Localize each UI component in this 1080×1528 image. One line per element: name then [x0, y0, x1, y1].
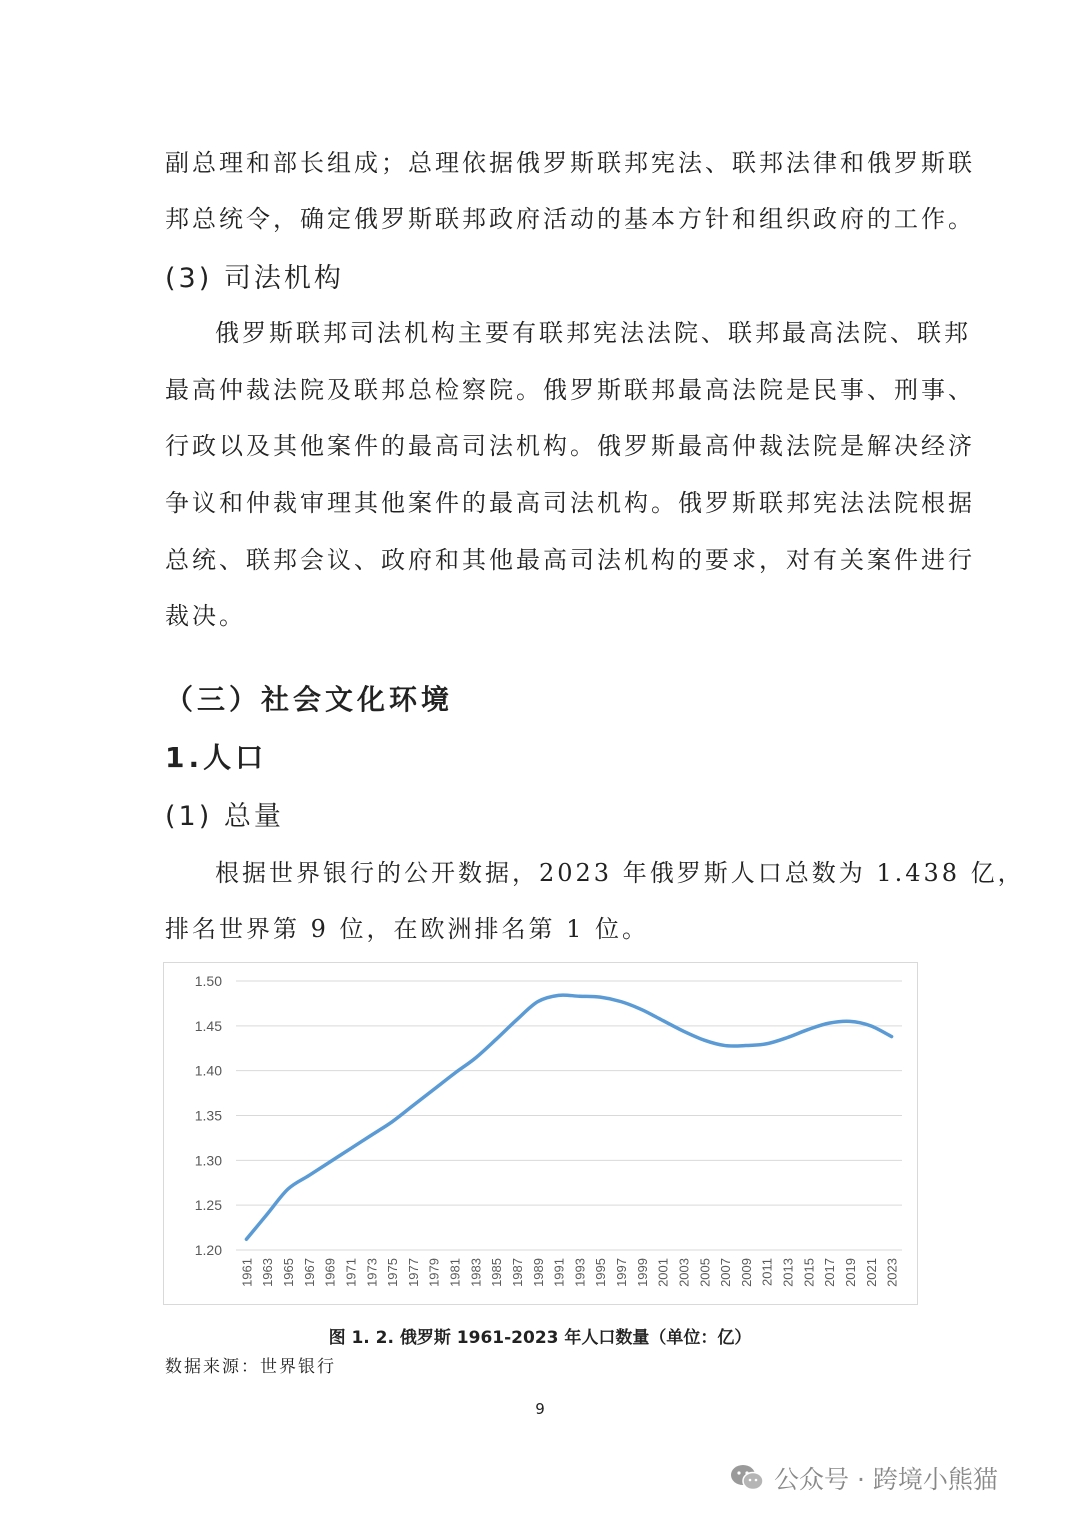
- y-tick-label: 1.35: [194, 1107, 222, 1124]
- x-tick-label: 1995: [593, 1258, 609, 1287]
- government-paragraph-line-1: 副总理和部长组成；总理依据俄罗斯联邦宪法、联邦法律和俄罗斯联: [165, 149, 975, 177]
- x-tick-label: 1989: [530, 1258, 546, 1287]
- x-tick-label: 1969: [322, 1258, 338, 1287]
- x-tick-label: 1975: [385, 1258, 401, 1287]
- y-tick-label: 1.50: [194, 973, 222, 989]
- x-tick-label: 2011: [759, 1258, 775, 1286]
- government-paragraph-line-2: 邦总统令，确定俄罗斯联邦政府活动的基本方针和组织政府的工作。: [165, 205, 975, 233]
- x-tick-label: 2015: [801, 1258, 817, 1287]
- x-tick-label: 1965: [281, 1258, 297, 1287]
- population-paragraph-line-1: 根据世界银行的公开数据，2023 年俄罗斯人口总数为 1.438 亿，: [215, 859, 1025, 887]
- population-series-line: [246, 995, 891, 1239]
- x-tick-label: 2003: [676, 1258, 692, 1287]
- x-tick-label: 2009: [738, 1258, 754, 1287]
- population-paragraph-line-2: 排名世界第 9 位，在欧洲排名第 1 位。: [165, 915, 650, 943]
- x-tick-label: 1979: [426, 1258, 442, 1287]
- x-tick-label: 2005: [697, 1258, 713, 1287]
- y-tick-label: 1.40: [194, 1062, 222, 1079]
- x-tick-label: 1983: [468, 1258, 484, 1287]
- x-tick-label: 2001: [655, 1258, 671, 1287]
- x-tick-label: 1985: [489, 1258, 505, 1287]
- population-line-chart: [164, 963, 917, 1304]
- total-heading: (1) 总量: [165, 801, 284, 832]
- judicial-paragraph-line-5: 总统、联邦会议、政府和其他最高司法机构的要求，对有关案件进行: [165, 546, 975, 574]
- judicial-paragraph-line-6: 裁决。: [165, 602, 246, 630]
- x-tick-label: 2017: [822, 1258, 838, 1287]
- judicial-paragraph-line-4: 争议和仲裁审理其他案件的最高司法机构。俄罗斯联邦宪法法院根据: [165, 489, 975, 517]
- judicial-paragraph-line-1: 俄罗斯联邦司法机构主要有联邦宪法法院、联邦最高法院、联邦: [215, 319, 971, 347]
- x-tick-label: 1997: [614, 1258, 630, 1287]
- section-heading: （三）社会文化环境: [165, 683, 454, 716]
- population-chart-frame: [163, 962, 918, 1305]
- x-tick-label: 2023: [884, 1258, 900, 1287]
- x-tick-label: 1987: [509, 1258, 525, 1287]
- figure-caption: 图 1. 2. 俄罗斯 1961-2023 年人口数量（单位：亿）: [328, 1328, 752, 1348]
- x-tick-label: 1999: [634, 1258, 650, 1287]
- watermark-text: 公众号 · 跨境小熊猫: [774, 1465, 998, 1494]
- x-tick-label: 1961: [239, 1258, 255, 1287]
- x-tick-label: 1993: [572, 1258, 588, 1287]
- page-number: 9: [535, 1400, 545, 1418]
- x-tick-label: 1971: [343, 1258, 359, 1287]
- x-tick-label: 2013: [780, 1258, 796, 1287]
- judicial-paragraph-line-2: 最高仲裁法院及联邦总检察院。俄罗斯联邦最高法院是民事、刑事、: [165, 376, 975, 404]
- x-tick-label: 2021: [863, 1258, 879, 1287]
- judicial-paragraph-line-3: 行政以及其他案件的最高司法机构。俄罗斯最高仲裁法院是解决经济: [165, 432, 975, 460]
- population-heading: 1.人口: [165, 741, 268, 774]
- x-tick-label: 1967: [301, 1258, 317, 1287]
- x-tick-label: 2019: [842, 1258, 858, 1287]
- watermark: [730, 1460, 998, 1496]
- judicial-heading: (3) 司法机构: [165, 263, 344, 294]
- wechat-icon: [730, 1464, 764, 1492]
- x-tick-label: 1977: [405, 1258, 421, 1287]
- y-tick-label: 1.20: [194, 1242, 222, 1258]
- x-tick-label: 1963: [260, 1258, 276, 1287]
- x-tick-label: 1981: [447, 1258, 463, 1287]
- y-tick-label: 1.45: [194, 1017, 222, 1034]
- x-tick-label: 1991: [551, 1258, 567, 1287]
- x-tick-label: 1973: [364, 1258, 380, 1287]
- y-tick-label: 1.25: [194, 1197, 222, 1214]
- data-source: 数据来源：世界银行: [165, 1357, 336, 1377]
- x-tick-label: 2007: [718, 1258, 734, 1287]
- y-tick-label: 1.30: [194, 1152, 222, 1169]
